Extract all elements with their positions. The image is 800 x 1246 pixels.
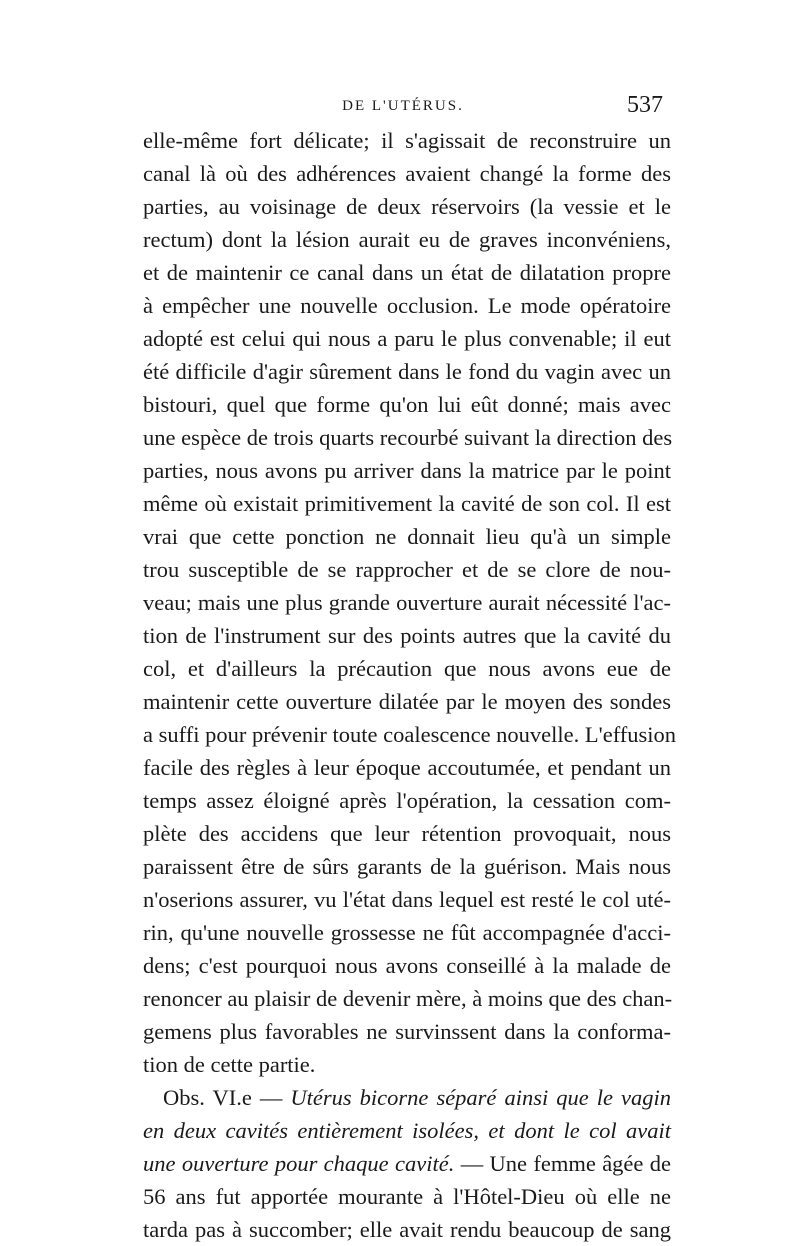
text-line: dens; c'est pourquoi nous avons conseillé à la malade de [143, 953, 671, 978]
text-line: parties, au voisinage de deux réservoirs (la vessie et le [143, 194, 671, 219]
text-line: vrai que cette ponction ne donnait lieu qu'à un simple [143, 524, 671, 549]
observation-title: Utérus bicorne séparé ainsi que le vagin [290, 1085, 671, 1110]
running-title: DE L'UTÉRUS. [342, 98, 464, 114]
text-line: col, et d'ailleurs la précaution que nous avons eue de [143, 656, 671, 681]
text-line: maintenir cette ouverture dilatée par le moyen des sondes [143, 689, 671, 714]
text-line: tion de l'instrument sur des points autres que la cavité du [143, 623, 671, 648]
observation-text-start: — Une femme âgée de [454, 1151, 671, 1176]
text-line: veau; mais une plus grande ouverture aurait nécessité l'ac- [143, 590, 671, 615]
text-line: adopté est celui qui nous a paru le plus convenable; il eut [143, 326, 671, 351]
text-line: renoncer au plaisir de devenir mère, à moins que des chan- [143, 986, 673, 1011]
text-line: trou susceptible de se rapprocher et de se clore de nou- [143, 557, 671, 582]
text-line: même où existait primitivement la cavité de son col. Il est [143, 491, 671, 516]
observation-heading-line [143, 1081, 671, 1114]
text-line: n'oserions assurer, vu l'état dans lequel est resté le col uté- [143, 887, 671, 912]
text-line: et de maintenir ce canal dans un état de dilatation propre [143, 260, 671, 285]
observation-title-line: en deux cavités entièrement isolées, et dont le col avait [143, 1118, 671, 1143]
text-line: été difficile d'agir sûrement dans le fond du vagin avec un [143, 359, 671, 384]
text-line: tion de cette partie. [143, 1052, 316, 1077]
text-line: 56 ans fut apportée mourante à l'Hôtel-Dieu où elle ne [143, 1184, 671, 1209]
text-line: parties, nous avons pu arriver dans la matrice par le point [143, 458, 671, 483]
page-number: 537 [627, 92, 663, 118]
text-line: bistouri, quel que forme qu'on lui eût donné; mais avec [143, 392, 671, 417]
text-line: elle-même fort délicate; il s'agissait de reconstruire un [143, 128, 671, 153]
text-line: à empêcher une nouvelle occlusion. Le mode opératoire [143, 293, 671, 318]
text-line: canal là où des adhérences avaient changé la forme des [143, 161, 671, 186]
text-line: temps assez éloigné après l'opération, la cessation com- [143, 788, 671, 813]
text-line: tarda pas à succomber; elle avait rendu beaucoup de sang [143, 1217, 671, 1242]
observation-label: Obs. VI.e — [163, 1085, 291, 1110]
text-line: facile des règles à leur époque accoutumée, et pendant un [143, 755, 671, 780]
text-line: paraissent être de sûrs garants de la guérison. Mais nous [143, 854, 671, 879]
observation-title-end: une ouverture pour chaque cavité. [143, 1151, 455, 1176]
body-text [143, 124, 677, 1246]
text-line: gemens plus favorables ne survinssent dans la conforma- [143, 1019, 671, 1044]
text-line: plète des accidens que leur rétention provoquait, nous [143, 821, 671, 846]
text-line: rectum) dont la lésion aurait eu de graves inconvéniens, [143, 227, 671, 252]
text-line: a suffi pour prévenir toute coalescence nouvelle. L'effusion [143, 722, 677, 747]
observation-title-end-line [143, 1147, 671, 1180]
text-line: rin, qu'une nouvelle grossesse ne fût accompagnée d'acci- [143, 920, 671, 945]
text-line: une espèce de trois quarts recourbé suivant la direction des [143, 425, 673, 450]
running-head [143, 92, 663, 122]
